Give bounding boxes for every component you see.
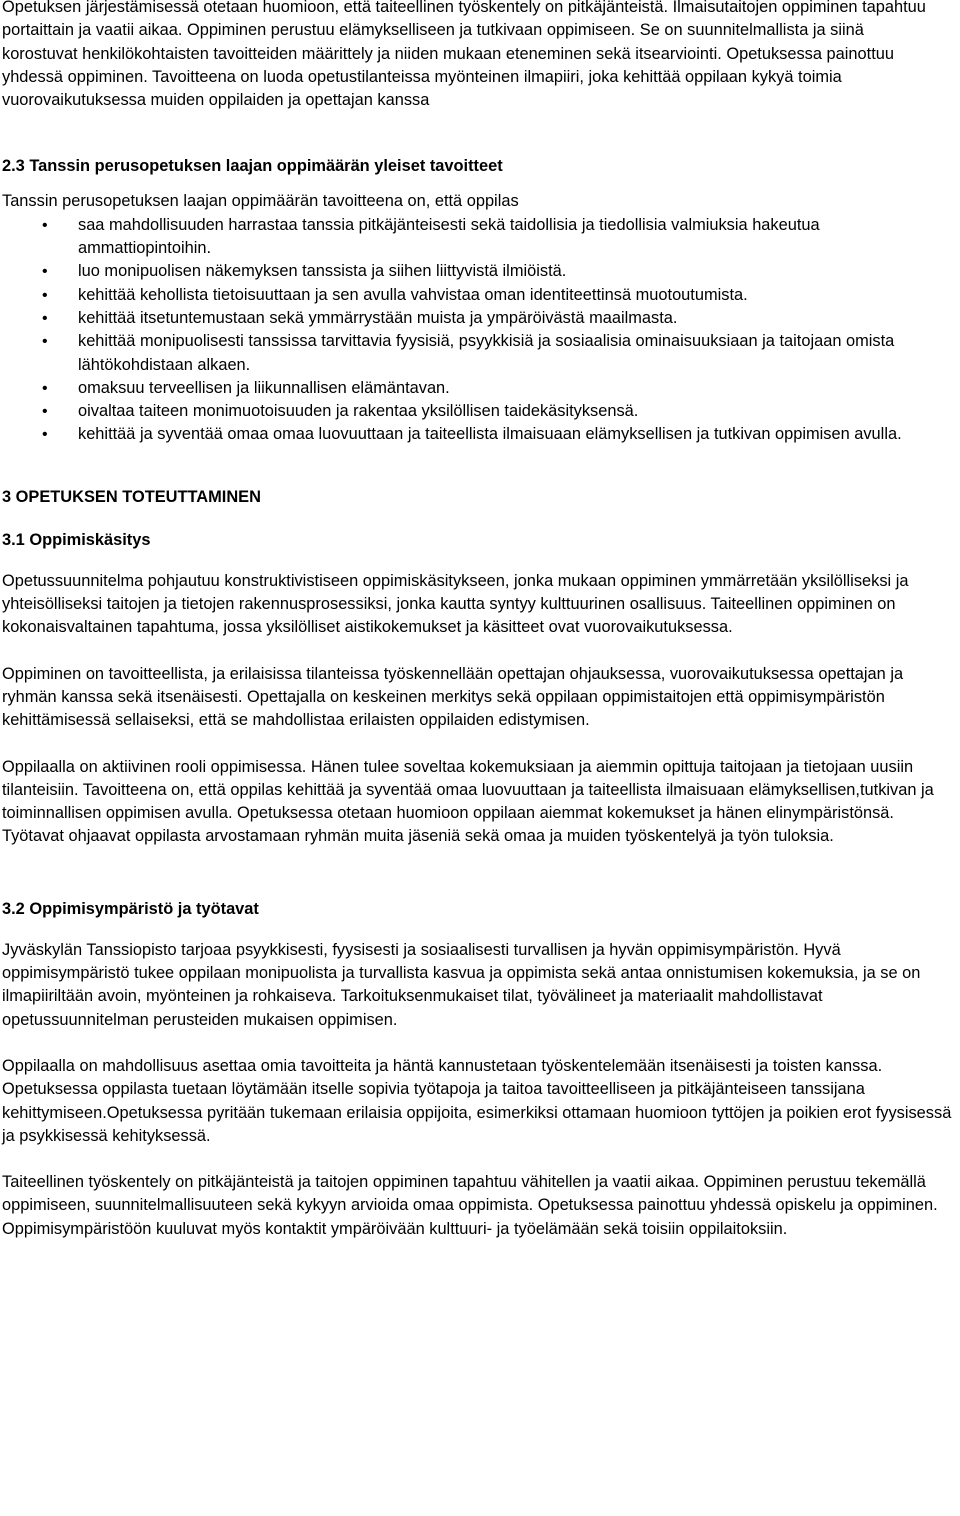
section-3-2-paragraph: Oppilaalla on mahdollisuus asettaa omia tavoitteita ja häntä kannustetaan työskentelemään itsenäisesti ja toisten kanssa. Opetuksessa oppilasta tuetaan löytämään itselle sopivia työtapoja ja taitoa tavoitteelliseen ja pitkäjänteiseen tanssijana kehittymiseen.Opetuksessa pyritään tukemaan erilaisia oppijoita, esimerkiksi ottamaan huomioon tyttöjen ja poikien erot fyysisessä ja psykkisessä kehityksessä. (2, 1056, 952, 1145)
section-3-2-heading: 3.2 Oppimisympäristö ja työtavat (2, 899, 259, 918)
goal-text: luo monipuolisen näkemyksen tanssista ja siihen liittyvistä ilmiöistä. (78, 262, 567, 281)
goal-text: kehittää itsetuntemustaan sekä ymmärrystään muista ja ympäröivästä maailmasta. (78, 308, 678, 327)
section-2-3-heading: 2.3 Tanssin perusopetuksen laajan oppimäärän yleiset tavoitteet (2, 157, 503, 176)
section-3-2-paragraph: Taiteellinen työskentely on pitkäjänteistä ja taitojen oppiminen tapahtuu vähitellen ja vaatii aikaa. Oppiminen perustuu tekemällä oppimiseen, suunnitelmallisuuteen sekä kykyyn arvioida omaa oppimista. Opetuksessa painottuu yhdessä opiskelu ja oppiminen. Oppimisympäristöön kuuluvat myös kontaktit ympäröivään kulttuuri- ja työelämään sekä toisiin oppilaitoksiin. (2, 1173, 938, 1238)
list-item (2, 284, 960, 307)
goal-text: oivaltaa taiteen monimuotoisuuden ja rakentaa yksilöllisen taidekäsityksensä. (78, 402, 639, 421)
bullet-icon: • (42, 216, 48, 234)
bullet-icon: • (42, 263, 48, 281)
bullet-icon: • (42, 426, 48, 444)
goal-text: saa mahdollisuuden harrastaa tanssia pitkäjänteisesti sekä taidollisia ja tiedollisia valmiuksia hakeutua ammattiopintoihin. (78, 215, 820, 258)
goal-text: kehittää kehollista tietoisuuttaan ja sen avulla vahvistaa oman identiteettinsä muotoutumista. (78, 285, 748, 304)
bullet-icon: • (42, 309, 48, 327)
section-3-1-paragraph: Oppiminen on tavoitteellista, ja erilaisissa tilanteissa työskennellään opettajan ohjauksessa, vuorovaikutuksessa opettajan ja ryhmän kanssa sekä itsenäisesti. Opettajalla on keskeinen merkitys sekä oppilaan oppimistaitojen että oppimisympäristön kehittämisessä sellaiseksi, että se mahdollistaa erilaisten oppilaiden edistymisen. (2, 664, 904, 730)
list-item (2, 260, 960, 283)
bullet-icon: • (42, 333, 48, 351)
section-3-1-paragraph: Oppilaalla on aktiivinen rooli oppimisessa. Hänen tulee soveltaa kokemuksiaan ja aiemmin opittuja taitojaan ja tietojaan uusiin tilanteisiin. Tavoitteena on, että oppilas kehittää ja syventää omaa luovuuttaan ja taiteellista ilmaisuaan elämyksellisen,tutkivan ja toiminnallisen oppimisen avulla. Opetuksessa otetaan huomioon oppilaan aiemmat kokemukset ja hänen elinympäristönsä. Työtavat ohjaavat oppilasta arvostamaan ryhmän muita jäseniä sekä omaa ja muiden työskentelyä ja työn tuloksia. (2, 757, 934, 846)
list-item (2, 307, 960, 330)
section-3-1-heading: 3.1 Oppimiskäsitys (2, 530, 151, 549)
list-item (2, 400, 960, 423)
list-item (2, 377, 960, 400)
bullet-icon: • (42, 403, 48, 421)
goal-text: kehittää ja syventää omaa omaa luovuuttaan ja taiteellista ilmaisuaan elämyksellisen ja tutkivan oppimisen avulla. (78, 425, 902, 444)
intro-paragraph: Opetuksen järjestämisessä otetaan huomioon, että taiteellinen työskentely on pitkäjänteistä. Ilmaisutaitojen oppiminen tapahtuu portaittain ja vaatii aikaa. Oppiminen perustuu elämykselliseen ja tutkivaan oppimiseen. Se on suunnitelmallista ja siinä korostuvat henkilökohtaisten tavoitteiden määrittely ja niiden mukaan eteneminen sekä itsearviointi. Opetuksessa painottuu yhdessä oppiminen. Tavoitteena on luoda opetustilanteissa myönteinen ilmapiiri, joka kehittää oppilaan kykyä toimia vuorovaikutuksessa muiden oppilaiden ja opettajan kanssa (2, 0, 926, 110)
section-3-2-paragraph: Jyväskylän Tanssiopisto tarjoaa psyykkisesti, fyysisesti ja sosiaalisesti turvallisen ja hyvän oppimisympäristön. Hyvä oppimisympäristö tukee oppilaan monipuolista ja turvallista kasvua ja oppimista sekä antaa onnistumisen kokemuksia, ja se on ilmapiiriltään avoin, myönteinen ja rohkaiseva. Tarkoituksenmukaiset tilat, työvälineet ja materiaalit mahdollistavat opetussuunnitelman perusteiden mukaisen oppimisen. (2, 940, 921, 1029)
bullet-icon: • (42, 379, 48, 397)
section-2-3-lead: Tanssin perusopetuksen laajan oppimäärän tavoitteena on, että oppilas (2, 192, 519, 211)
goals-list (2, 214, 960, 447)
bullet-icon: • (42, 286, 48, 304)
list-item (2, 214, 960, 261)
section-3-1-paragraph: Opetussuunnitelma pohjautuu konstruktivistiseen oppimiskäsitykseen, jonka mukaan oppiminen ymmärretään yksilölliseksi ja yhteisölliseksi taitojen ja tietojen rakennusprosessiksi, jonka kautta syntyy kulttuurinen osallisuus. Taiteellinen oppiminen on kokonaisvaltainen tapahtuma, jossa yksilölliset aistikokemukset ja käsitteet ovat vuorovaikutuksessa. (2, 571, 909, 637)
list-item (2, 423, 960, 446)
list-item (2, 330, 960, 377)
section-3-heading: 3 OPETUKSEN TOTEUTTAMINEN (2, 487, 261, 506)
goal-text: kehittää monipuolisesti tanssissa tarvittavia fyysisiä, psyykkisiä ja sosiaalisia ominaisuuksiaan ja taitojaan omista lähtökohdistaan alkaen. (78, 332, 895, 374)
goal-text: omaksuu terveellisen ja liikunnallisen elämäntavan. (78, 378, 450, 397)
